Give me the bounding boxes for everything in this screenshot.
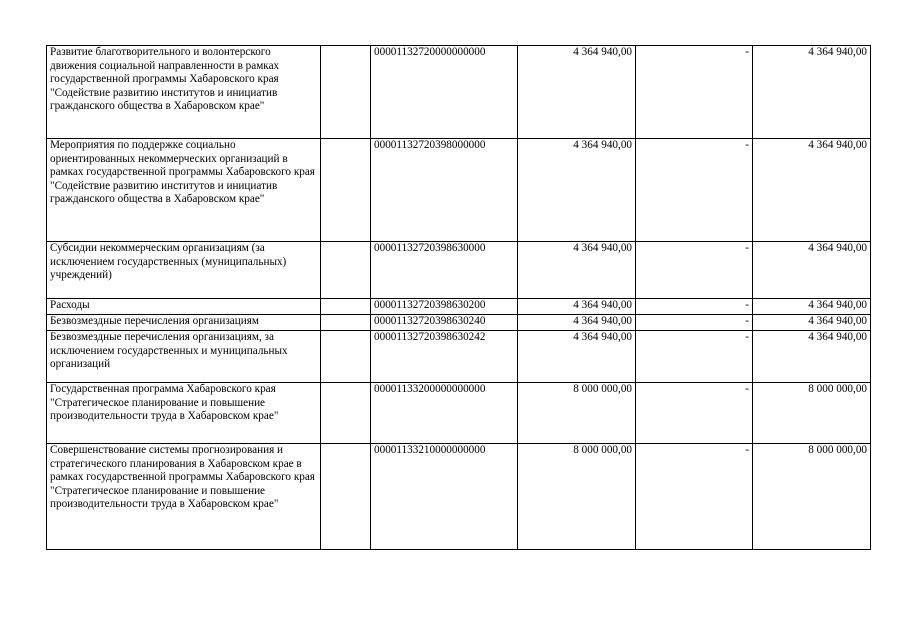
row-name-cell: Безвозмездные перечисления организациям, за исключением государственных и муниципальных организаций (47, 331, 321, 383)
budget-table (46, 45, 871, 550)
row-code-cell: 00001133200000000000 (371, 383, 518, 444)
table-row (47, 242, 871, 299)
table-row (47, 444, 871, 550)
row-name-cell: Развитие благотворительного и волонтерского движения социальной направленности в рамках государственной программы Хабаровского края "Содействие развитию институтов и инициатив гражданского общества в Хабаровском крае" (47, 46, 321, 139)
row-code-cell: 00001132720398630242 (371, 331, 518, 383)
row-executed-cell: - (636, 444, 753, 550)
row-empty-cell (321, 315, 371, 331)
row-executed-cell: - (636, 46, 753, 139)
row-empty-cell (321, 331, 371, 383)
row-executed-cell: - (636, 242, 753, 299)
row-empty-cell (321, 299, 371, 315)
row-name-cell: Безвозмездные перечисления организациям (47, 315, 321, 331)
table-row (47, 331, 871, 383)
row-remaining-cell: 4 364 940,00 (753, 139, 871, 242)
row-assigned-cell: 4 364 940,00 (518, 315, 636, 331)
row-remaining-cell: 4 364 940,00 (753, 331, 871, 383)
row-assigned-cell: 8 000 000,00 (518, 444, 636, 550)
row-assigned-cell: 4 364 940,00 (518, 46, 636, 139)
row-executed-cell: - (636, 315, 753, 331)
row-empty-cell (321, 139, 371, 242)
row-empty-cell (321, 444, 371, 550)
row-remaining-cell: 4 364 940,00 (753, 299, 871, 315)
row-name-cell: Расходы (47, 299, 321, 315)
row-remaining-cell: 4 364 940,00 (753, 46, 871, 139)
row-code-cell: 00001132720000000000 (371, 46, 518, 139)
table-row (47, 299, 871, 315)
row-remaining-cell: 4 364 940,00 (753, 242, 871, 299)
row-executed-cell: - (636, 383, 753, 444)
row-code-cell: 00001133210000000000 (371, 444, 518, 550)
row-code-cell: 00001132720398630240 (371, 315, 518, 331)
row-assigned-cell: 8 000 000,00 (518, 383, 636, 444)
row-remaining-cell: 8 000 000,00 (753, 383, 871, 444)
row-name-cell: Государственная программа Хабаровского края "Стратегическое планирование и повышение производительности труда в Хабаровском крае" (47, 383, 321, 444)
row-assigned-cell: 4 364 940,00 (518, 242, 636, 299)
row-code-cell: 00001132720398000000 (371, 139, 518, 242)
row-executed-cell: - (636, 331, 753, 383)
row-empty-cell (321, 46, 371, 139)
table-row (47, 315, 871, 331)
table-row (47, 383, 871, 444)
row-name-cell: Субсидии некоммерческим организациям (за исключением государственных (муниципальных) учреждений) (47, 242, 321, 299)
row-code-cell: 00001132720398630200 (371, 299, 518, 315)
table-row (47, 46, 871, 139)
row-remaining-cell: 8 000 000,00 (753, 444, 871, 550)
row-remaining-cell: 4 364 940,00 (753, 315, 871, 331)
table-row (47, 139, 871, 242)
row-assigned-cell: 4 364 940,00 (518, 139, 636, 242)
row-assigned-cell: 4 364 940,00 (518, 331, 636, 383)
row-code-cell: 00001132720398630000 (371, 242, 518, 299)
row-empty-cell (321, 383, 371, 444)
row-name-cell: Совершенствование системы прогнозирования и стратегического планирования в Хабаровском крае в рамках государственной программы Хабаровского края "Стратегическое планирование и повышение производительности труда в Хабаровском крае" (47, 444, 321, 550)
row-empty-cell (321, 242, 371, 299)
row-name-cell: Мероприятия по поддержке социально ориентированных некоммерческих организаций в рамках государственной программы Хабаровского края "Содействие развитию институтов и инициатив гражданского общества в Хабаровском крае" (47, 139, 321, 242)
row-executed-cell: - (636, 139, 753, 242)
row-assigned-cell: 4 364 940,00 (518, 299, 636, 315)
row-executed-cell: - (636, 299, 753, 315)
